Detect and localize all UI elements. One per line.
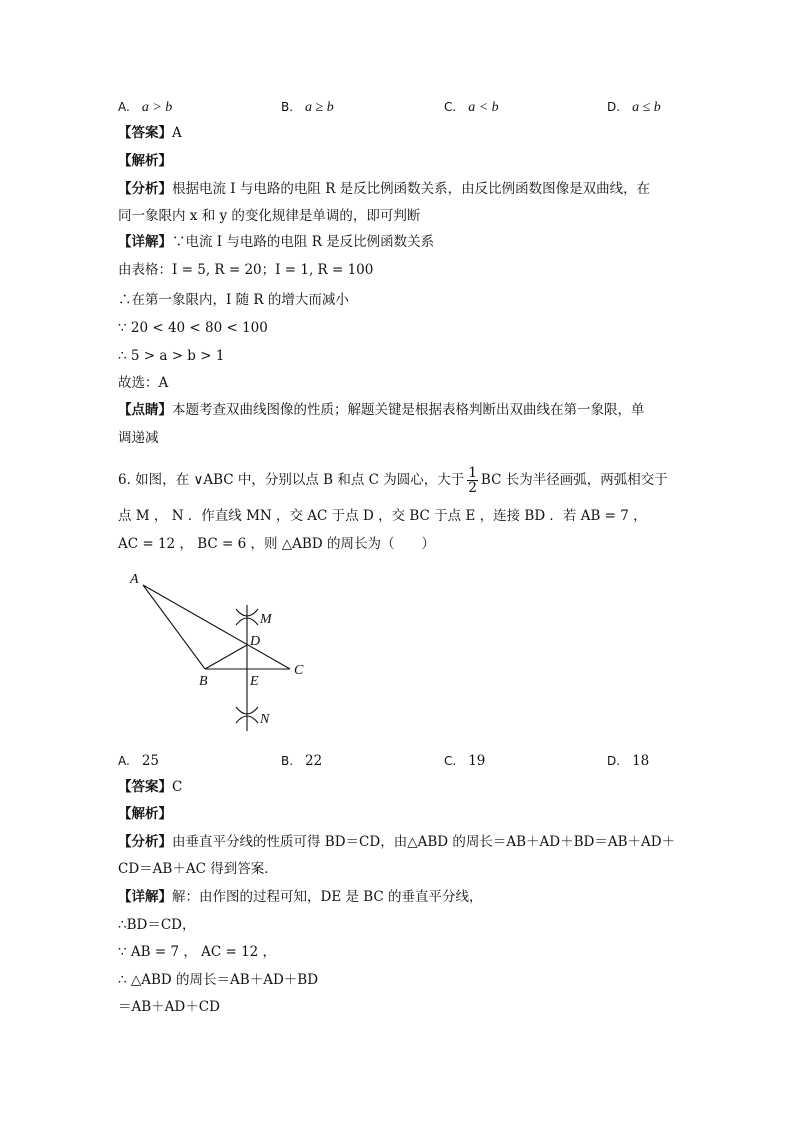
q5-xiangjie: [118, 233, 434, 251]
option-expr: 25: [141, 753, 159, 769]
option-label: B.: [281, 100, 294, 114]
answer-tag: 【答案】: [118, 779, 172, 795]
q6-analysis-tag: 【解析】: [118, 806, 172, 822]
segment-bd: [205, 645, 247, 669]
q6-stem-post: BC 长为半径画弧，两弧相交于: [480, 472, 668, 488]
label-m: M: [260, 612, 272, 627]
option-expr: 22: [305, 753, 323, 769]
q6-xiangjie: [118, 888, 483, 906]
option-label: D.: [607, 754, 621, 768]
q5-option-a: [118, 98, 172, 117]
q6-step3: ∴ △ABD 的周长＝AB＋AD＋BD: [118, 972, 319, 988]
option-label: A.: [118, 754, 130, 768]
q5-step2: ∵ 20 < 40 < 80 < 100: [118, 320, 268, 336]
q5-analysis-tag: 【解析】: [118, 153, 172, 169]
fraction-one-half: [467, 466, 478, 495]
q5-option-c: [444, 98, 499, 117]
option-label: C.: [444, 100, 457, 114]
fraction-denominator: 2: [468, 480, 477, 496]
answer-value: A: [172, 125, 182, 141]
option-label: D.: [607, 100, 621, 114]
option-expr: a < b: [468, 100, 499, 115]
option-label: C.: [444, 754, 457, 768]
q6-step4: ＝AB＋AD＋CD: [118, 999, 220, 1015]
q5-answer: [118, 124, 182, 142]
q6-option-b: [281, 752, 322, 770]
xiangjie-tag: 【详解】: [118, 234, 172, 250]
q5-fenxi-line2: 同一象限内 x 和 y 的变化规律是单调的，即可判断: [118, 208, 421, 224]
q6-step2: ∵ AB = 7 ， AC = 12 ，: [118, 944, 277, 960]
q6-answer: [118, 778, 182, 796]
xiangjie-text: ∵电流 I 与电路的电阻 R 是反比例函数关系: [172, 234, 435, 250]
q5-step3: ∴ 5 > a > b > 1: [118, 348, 225, 364]
dianjing-tag: 【点睛】: [118, 402, 172, 418]
option-expr: a ≤ b: [632, 100, 661, 115]
q6-fenxi-line2: CD＝AB＋AC 得到答案．: [118, 861, 278, 877]
q6-stem-pre: 6. 如图，在 ∨ABC 中，分别以点 B 和点 C 为圆心，大于: [118, 472, 465, 488]
q5-dianjing-line2: 调递减: [118, 430, 159, 446]
option-expr: a ≥ b: [305, 100, 334, 115]
segment-ab: [143, 585, 205, 669]
q5-step1: ∴在第一象限内，I 随 R 的增大而减小: [118, 292, 349, 308]
q6-option-d: [607, 752, 649, 770]
q6-stem-line2: 点 M ， N ．作直线 MN ，交 AC 于点 D ，交 BC 于点 E ，连接 BD ．若 AB = 7 ，: [118, 508, 647, 524]
triangle-construction-figure: [118, 565, 318, 740]
q6-step1: ∴BD＝CD，: [118, 917, 196, 933]
dianjing-text: 本题考查双曲线图像的性质；解题关键是根据表格判断出双曲线在第一象限，单: [172, 402, 645, 418]
label-b: B: [199, 674, 208, 689]
label-a: A: [130, 572, 139, 587]
option-label: A.: [118, 100, 130, 114]
fraction-numerator: 1: [468, 465, 477, 481]
label-e: E: [250, 674, 259, 689]
label-d: D: [250, 634, 261, 649]
answer-tag: 【答案】: [118, 125, 172, 141]
option-expr: 19: [468, 753, 486, 769]
q6-option-c: [444, 752, 485, 770]
option-label: B.: [281, 754, 294, 768]
q5-table-line: 由表格：I = 5, R = 20；I = 1, R = 100: [118, 262, 374, 278]
segment-ac: [143, 585, 290, 669]
fenxi-text: 根据电流 I 与电路的电阻 R 是反比例函数关系，由反比例函数图像是双曲线，在: [172, 181, 651, 197]
q6-fenxi-line1: [118, 833, 675, 851]
q6-stem-line3: AC = 12 ， BC = 6 ，则 △ABD 的周长为（ ）: [118, 536, 435, 552]
fenxi-tag: 【分析】: [118, 834, 172, 850]
q5-fenxi-line1: [118, 180, 650, 198]
option-expr: 18: [632, 753, 650, 769]
xiangjie-tag: 【详解】: [118, 889, 172, 905]
answer-value: C: [172, 779, 183, 795]
label-c: C: [294, 663, 304, 678]
q5-choose: 故选：A: [118, 375, 169, 391]
q6-option-a: [118, 752, 159, 770]
xiangjie-text: 解：由作图的过程可知，DE 是 BC 的垂直平分线，: [172, 889, 483, 905]
q5-dianjing-line1: [118, 401, 645, 419]
label-n: N: [260, 712, 270, 727]
q5-option-b: [281, 98, 334, 117]
option-expr: a > b: [141, 100, 173, 115]
fenxi-tag: 【分析】: [118, 181, 172, 197]
fenxi-text: 由垂直平分线的性质可得 BD＝CD，由△ABD 的周长＝AB＋AD＋BD＝AB＋AD＋: [172, 834, 676, 850]
q6-stem-line1: [118, 465, 668, 495]
q5-option-d: [607, 98, 661, 117]
